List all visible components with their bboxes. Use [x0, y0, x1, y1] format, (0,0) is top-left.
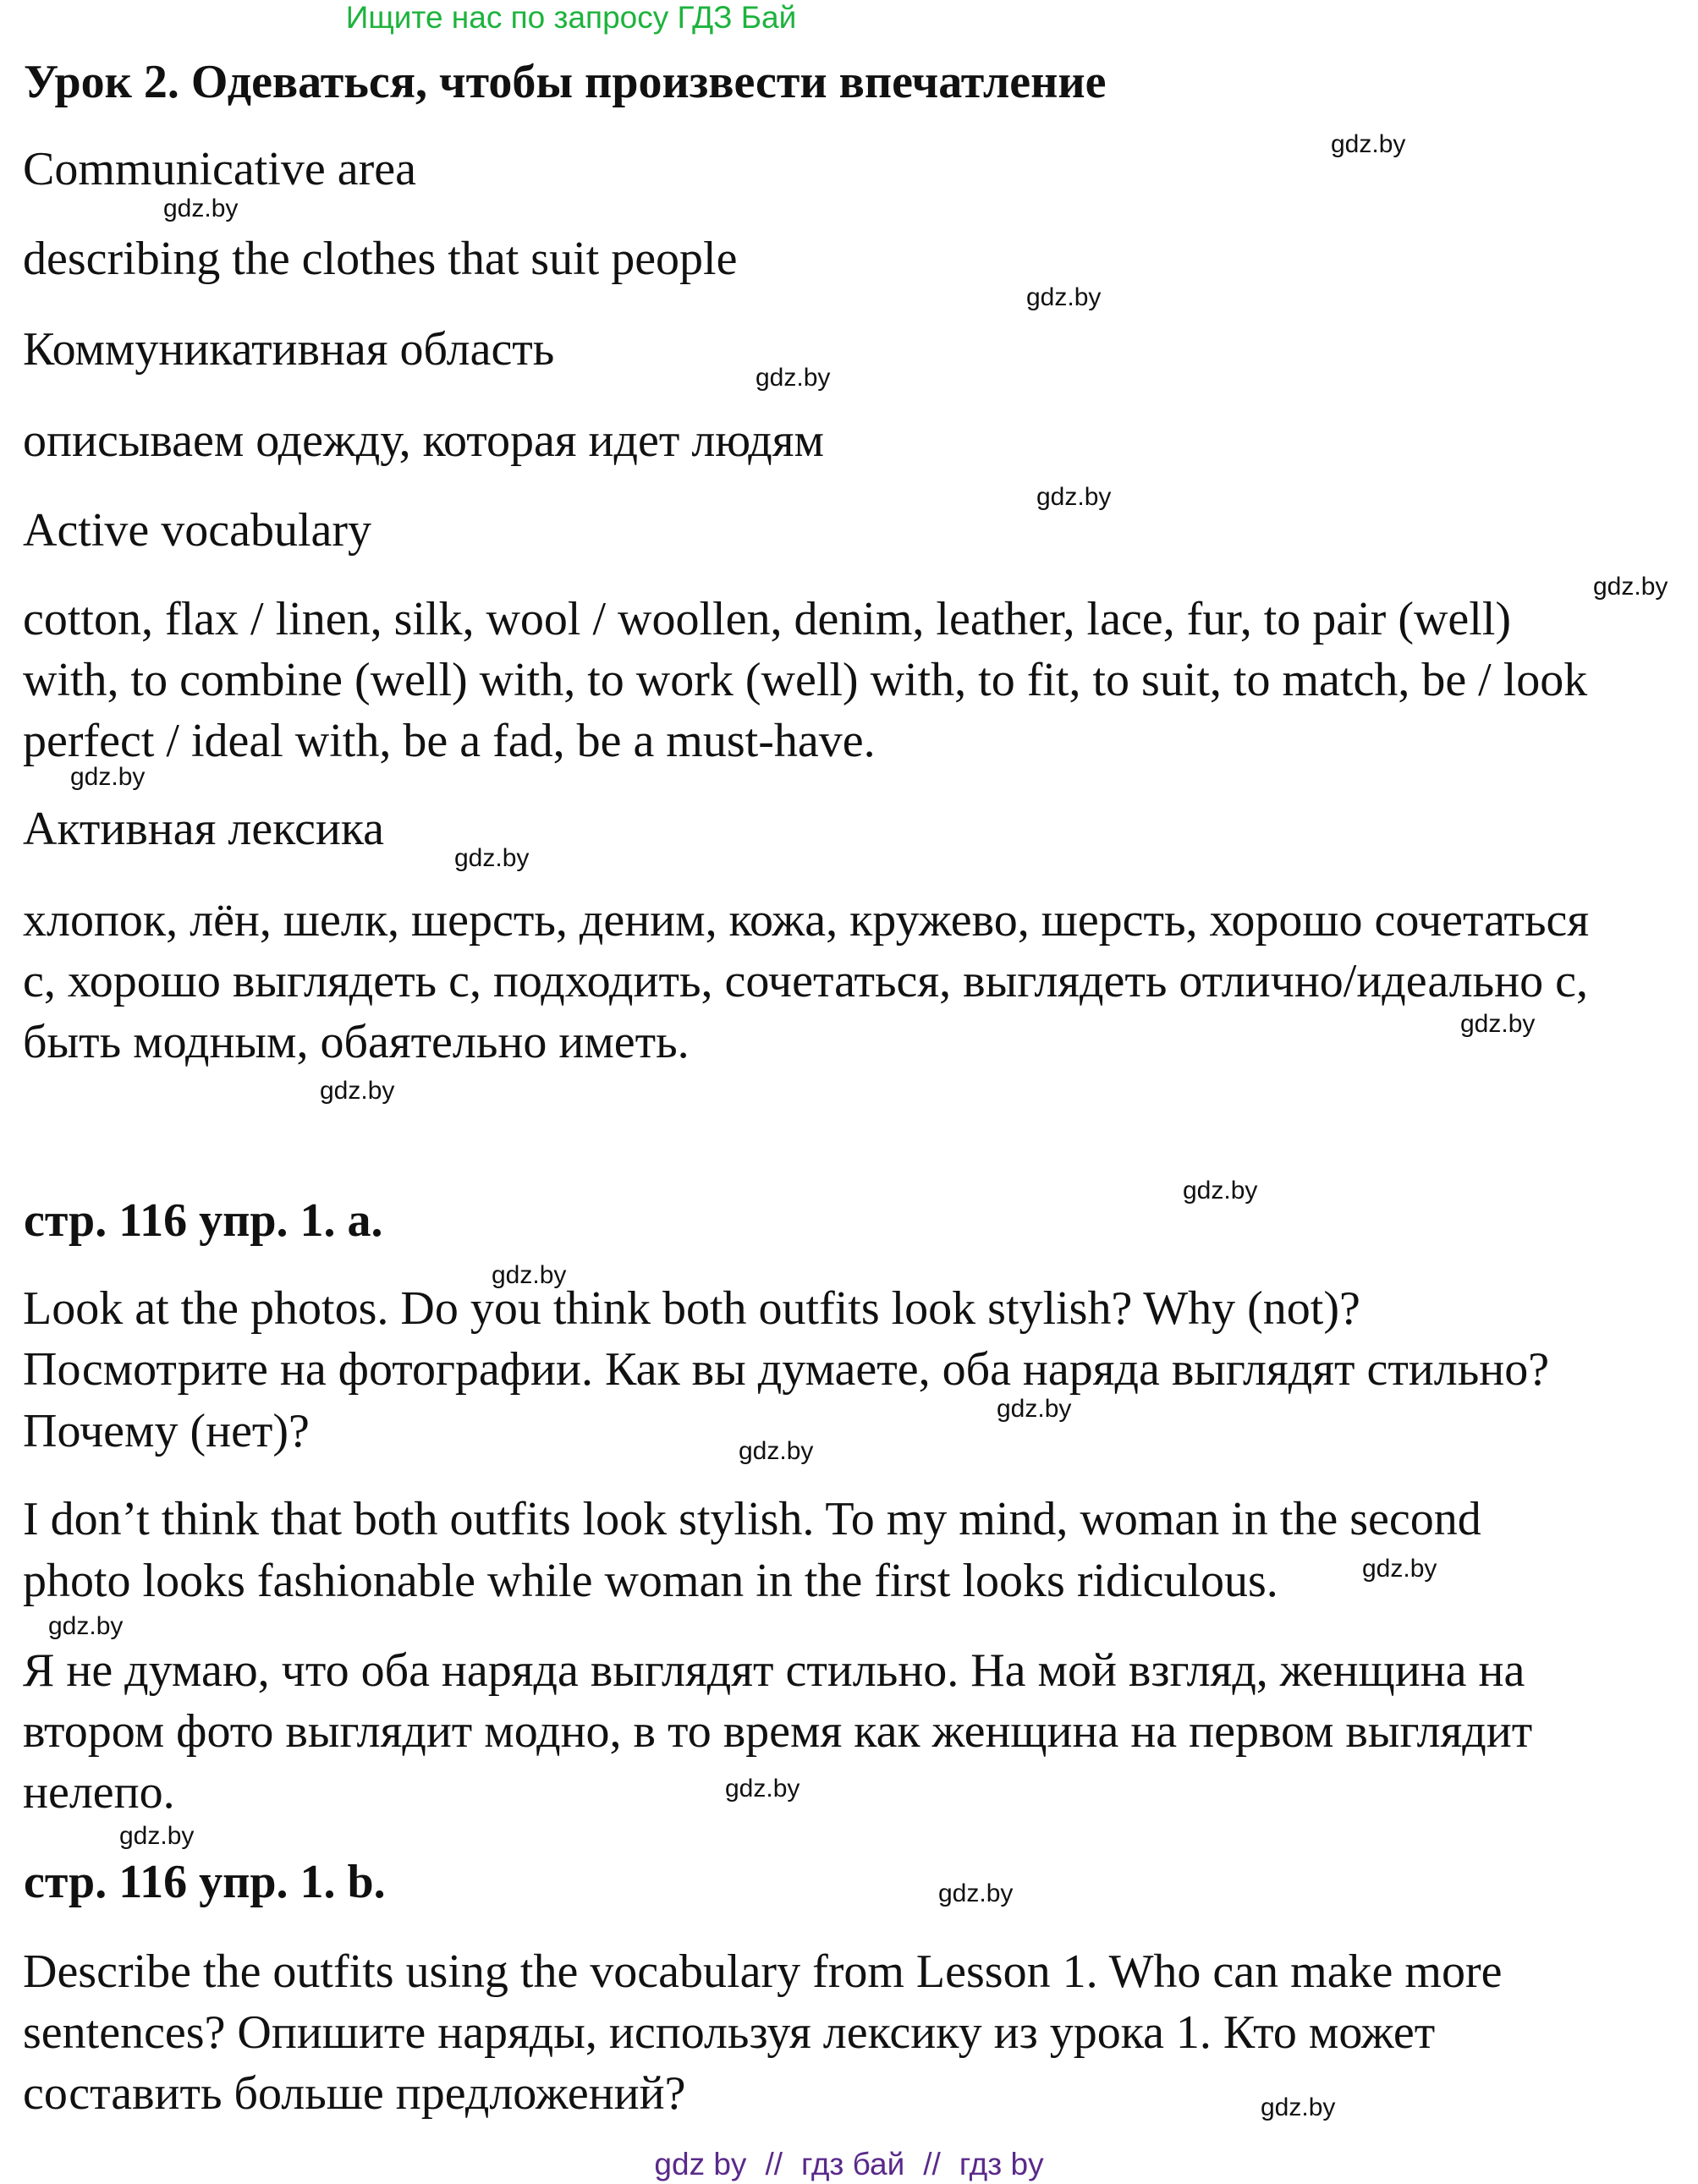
exercise-1a-answer-ru: нелепо. [23, 1766, 175, 1819]
vocabulary-line-en: with, to combine (well) with, to work (well) with, to fit, to suit, to match, be / look [23, 654, 1588, 706]
watermark: gdz.by [1026, 283, 1102, 311]
exercise-1b-task-line: составить больше предложений? [23, 2067, 686, 2120]
vocabulary-line-ru: с, хорошо выглядеть с, подходить, сочетаться, выглядеть отлично/идеально с, [23, 955, 1588, 1007]
footer-separator: // [923, 2147, 941, 2181]
watermark: gdz.by [454, 844, 530, 872]
watermark: gdz.by [492, 1261, 567, 1289]
lesson-title: Урок 2. Одеваться, чтобы произвести впечатление [24, 56, 1107, 108]
watermark: gdz.by [1183, 1177, 1258, 1204]
exercise-1a-answer-ru: Я не думаю, что оба наряда выглядят стильно. На мой взгляд, женщина на [23, 1644, 1525, 1697]
footer-link-gdz-by-ru[interactable]: гдз by [959, 2147, 1044, 2181]
watermark: gdz.by [70, 763, 146, 791]
watermark: gdz.by [938, 1879, 1014, 1907]
top-banner: Ищите нас по запросу ГДЗ Бай [345, 0, 797, 35]
vocabulary-line-ru: хлопок, лён, шелк, шерсть, деним, кожа, кружево, шерсть, хорошо сочетаться [23, 894, 1590, 947]
communicative-heading-en: Communicative area [23, 143, 416, 195]
exercise-1a-task-line: Look at the photos. Do you think both outfits look stylish? Why (not)? [23, 1282, 1360, 1335]
footer-link-gdz-bai[interactable]: гдз бай [801, 2147, 905, 2181]
exercise-1a-answer-ru: втором фото выглядит модно, в то время как женщина на первом выглядит [23, 1705, 1533, 1758]
watermark: gdz.by [1036, 483, 1112, 511]
exercise-1a-task-line: Почему (нет)? [23, 1405, 310, 1457]
watermark: gdz.by [997, 1395, 1072, 1423]
exercise-1a-answer-en: I don’t think that both outfits look stylish. To my mind, woman in the second [23, 1493, 1481, 1545]
footer-link-gdz-by[interactable]: gdz by [654, 2147, 747, 2181]
vocabulary-line-en: cotton, flax / linen, silk, wool / woollen, denim, leather, lace, fur, to pair (well) [23, 593, 1512, 645]
communicative-text-en: describing the clothes that suit people [23, 233, 738, 285]
watermark: gdz.by [739, 1437, 814, 1465]
exercise-1b-task-line: sentences? Опишите наряды, используя лексику из урока 1. Кто может [23, 2006, 1436, 2059]
watermark: gdz.by [1593, 573, 1668, 601]
watermark: gdz.by [1261, 2093, 1336, 2121]
watermark: gdz.by [1362, 1555, 1437, 1583]
watermark: gdz.by [48, 1612, 124, 1640]
communicative-heading-ru: Коммуникативная область [23, 323, 555, 376]
exercise-1a-task-line: Посмотрите на фотографии. Как вы думаете, оба наряда выглядят стильно? [23, 1343, 1550, 1396]
exercise-1a-heading: стр. 116 упр. 1. а. [24, 1194, 383, 1247]
footer-separator: // [765, 2147, 783, 2181]
footer-links [0, 2147, 1698, 2182]
communicative-text-ru: описываем одежду, которая идет людям [23, 414, 824, 467]
watermark: gdz.by [119, 1822, 195, 1850]
watermark: gdz.by [1460, 1010, 1536, 1038]
vocabulary-line-en: perfect / ideal with, be a fad, be a must-have. [23, 715, 876, 767]
vocabulary-line-ru: быть модным, обаятельно иметь. [23, 1016, 690, 1068]
vocabulary-heading-ru: Активная лексика [23, 803, 385, 855]
exercise-1a-answer-en: photo looks fashionable while woman in the first looks ridiculous. [23, 1555, 1278, 1607]
watermark: gdz.by [163, 195, 239, 222]
vocabulary-heading-en: Active vocabulary [23, 504, 372, 557]
watermark: gdz.by [725, 1775, 800, 1803]
exercise-1b-task-line: Describe the outfits using the vocabulary from Lesson 1. Who can make more [23, 1945, 1503, 1998]
watermark: gdz.by [1331, 130, 1406, 158]
watermark: gdz.by [756, 364, 831, 392]
watermark: gdz.by [320, 1077, 395, 1105]
exercise-1b-heading: стр. 116 упр. 1. b. [24, 1856, 386, 1908]
